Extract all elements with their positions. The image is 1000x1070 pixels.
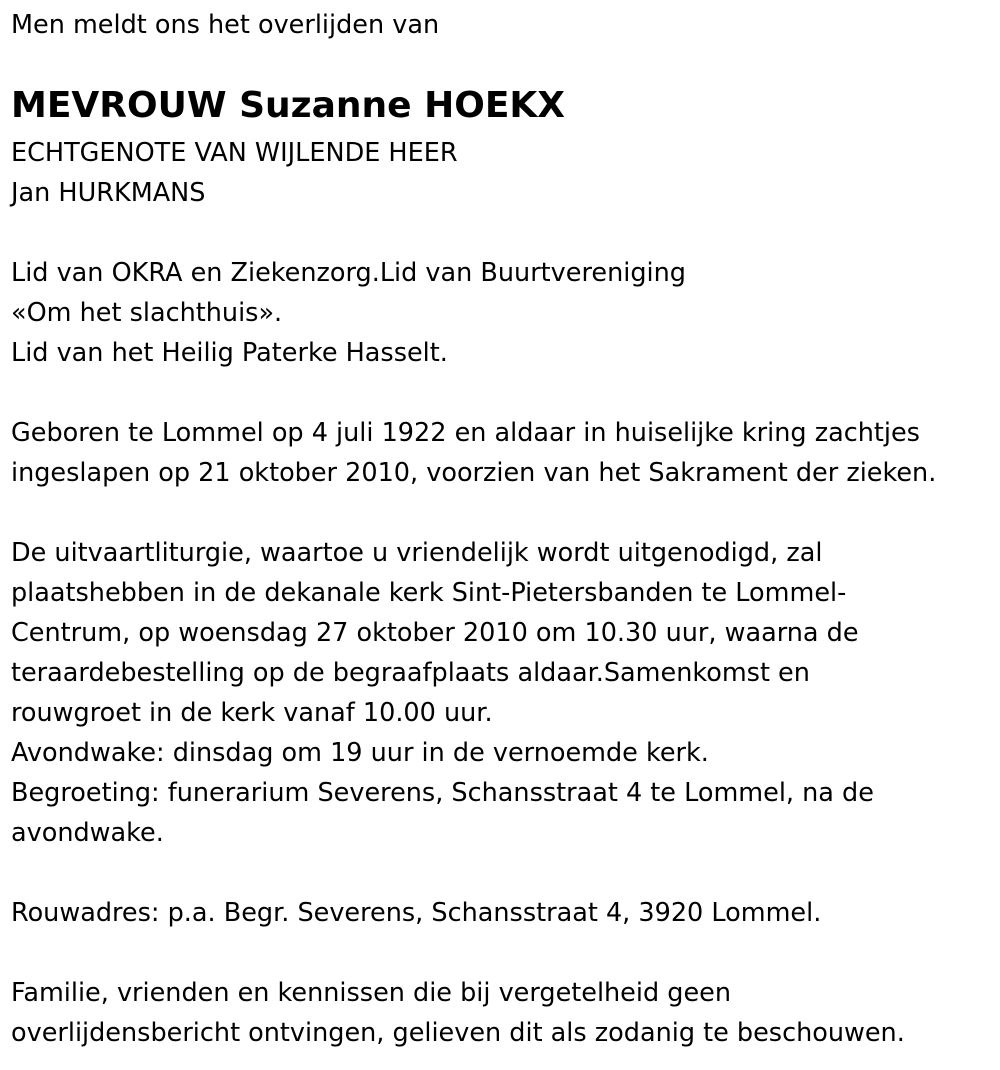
- intro-text: Men meldt ons het overlijden van: [11, 10, 440, 40]
- funeral-line: plaatshebben in de dekanale kerk Sint-Pietersbanden te Lommel-: [11, 578, 847, 608]
- greeting-line: avondwake.: [11, 818, 164, 848]
- membership-line: Lid van OKRA en Ziekenzorg.Lid van Buurtvereniging: [11, 258, 686, 288]
- funeral-line: Centrum, op woensdag 27 oktober 2010 om 10.30 uur, waarna de: [11, 618, 859, 648]
- spouse-name: Jan HURKMANS: [11, 178, 206, 208]
- funeral-line: De uitvaartliturgie, waartoe u vriendelijk wordt uitgenodigd, zal: [11, 538, 823, 568]
- funeral-line: rouwgroet in de kerk vanaf 10.00 uur.: [11, 698, 493, 728]
- closing-line: Familie, vrienden en kennissen die bij vergetelheid geen: [11, 978, 731, 1008]
- membership-line: Lid van het Heilig Paterke Hasselt.: [11, 338, 448, 368]
- birth-death-line: Geboren te Lommel op 4 juli 1922 en aldaar in huiselijke kring zachtjes: [11, 418, 920, 448]
- deceased-name: MEVROUW Suzanne HOEKX: [11, 85, 566, 126]
- greeting-line: Begroeting: funerarium Severens, Schansstraat 4 te Lommel, na de: [11, 778, 874, 808]
- vigil-line: Avondwake: dinsdag om 19 uur in de vernoemde kerk.: [11, 738, 709, 768]
- spouse-line: ECHTGENOTE VAN WIJLENDE HEER: [11, 138, 458, 168]
- funeral-line: teraardebestelling op de begraafplaats aldaar.Samenkomst en: [11, 658, 810, 688]
- mourning-address: Rouwadres: p.a. Begr. Severens, Schansstraat 4, 3920 Lommel.: [11, 898, 822, 928]
- closing-line: overlijdensbericht ontvingen, gelieven dit als zodanig te beschouwen.: [11, 1018, 905, 1048]
- birth-death-line: ingeslapen op 21 oktober 2010, voorzien van het Sakrament der zieken.: [11, 458, 937, 488]
- membership-line: «Om het slachthuis».: [11, 298, 283, 328]
